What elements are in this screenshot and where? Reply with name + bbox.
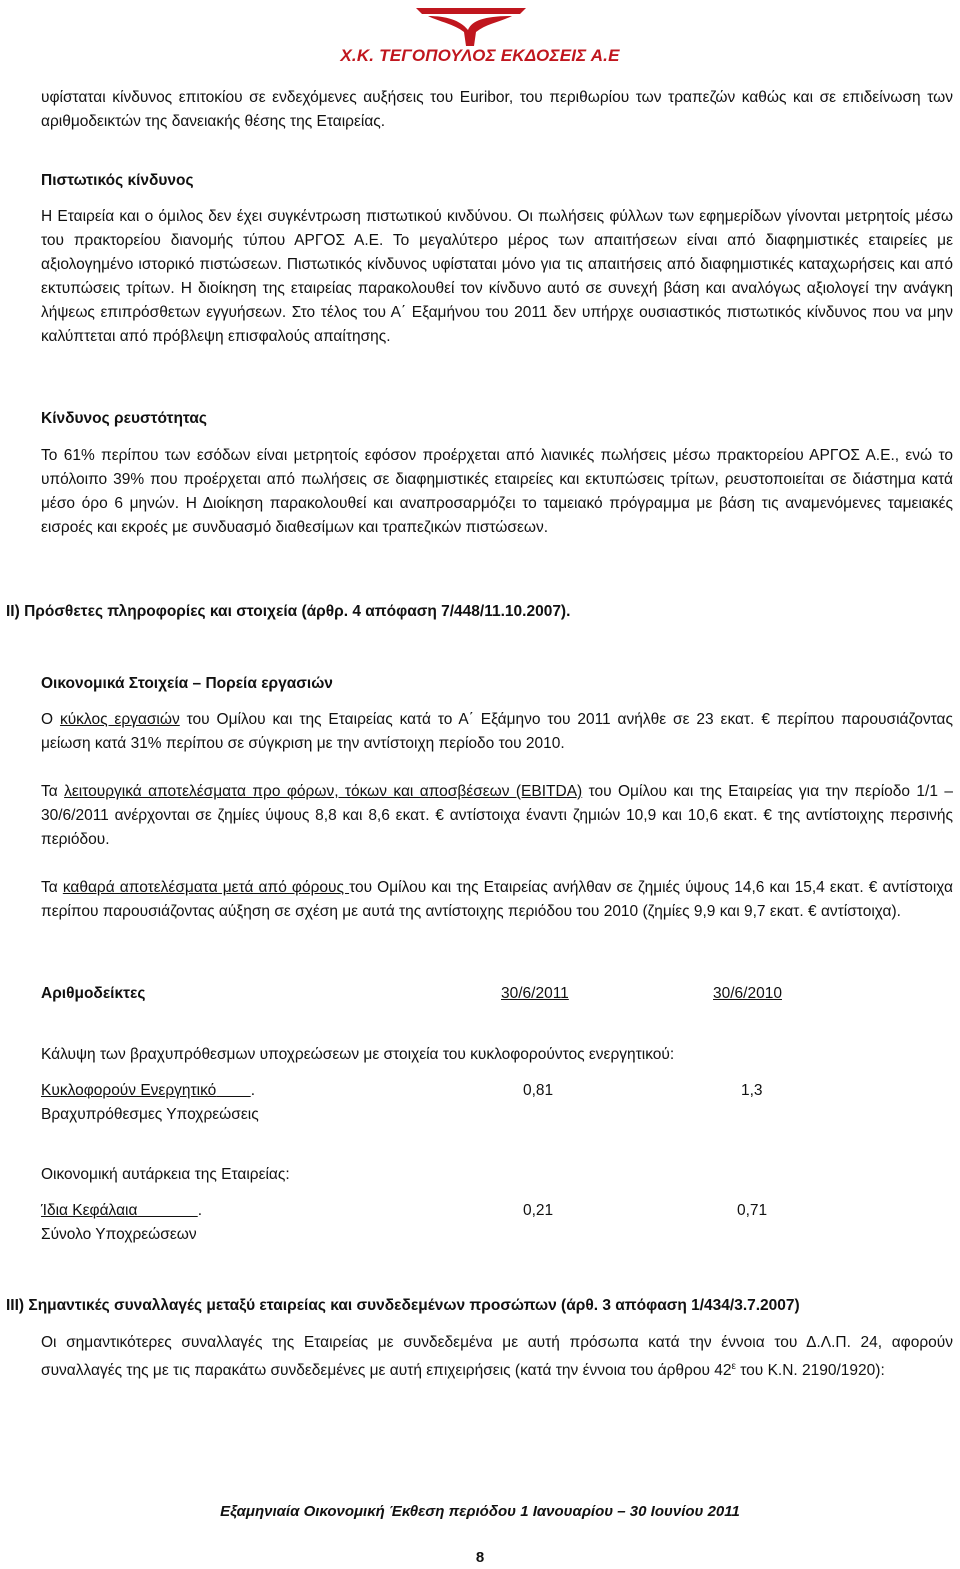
net-results-term: καθαρά αποτελέσματα μετά από φόρους — [62, 879, 350, 896]
liquidity-ratio-2011: 0,81 — [523, 1082, 554, 1099]
liquidity-numerator-label: Κυκλοφορούν Ενεργητικό — [41, 1082, 217, 1099]
ebitda-text: του Ομίλου και της Εταιρείας για την περίοδο 1/1 – 30/6/2011 ανέρχονται σε ζημίες ύψους 8,8 και 8,6 εκατ. € αντίστοιχα έναντι ζημιών 10,9 και 10,6 εκατ. € της αντίστοιχης περσινής περιόδου. — [41, 783, 953, 848]
credit-risk-text: Η Εταιρεία και ο όμιλος δεν έχει συγκέντρωση πιστωτικού κινδύνου. Οι πωλήσεις φύλλων των εφημερίδων γίνονται μετρητοίς μέσω του πρακτορείου διανομής τύπου ΑΡΓΟΣ Α.Ε. Το μεγαλύτερο μέρος των απαιτήσεων είναι από διαφημιστικές εταιρείες με αξιολογημένο ιστορικό πιστώσεων. Πιστωτικός κίνδυνος υφίσταται μόνο για τις απαιτήσεις από διαφημιστικές καταχωρήσεις και από εκτυπώσεις τρίτων. Η διοίκηση της εταιρείας παρακολουθεί τον κίνδυνο αυτό σε συνεχή βάση και αναλόγως αξιολογεί την ανάγκη λήψεως επιπρόσθετων εγγυήσεων. Στο τέλος του Α΄ Εξαμήνου του 2011 δεν υπήρχε ουσιαστικός πιστωτικός κίνδυνος που να μην καλύπτεται από πρόβλεψη επισφαλούς απαίτησης. — [41, 208, 953, 345]
ratios-heading: Αριθμοδείκτες — [41, 985, 146, 1002]
liquidity-risk-heading: Κίνδυνος ρευστότητας — [41, 410, 207, 427]
credit-risk-heading: Πιστωτικός κίνδυνος — [41, 172, 194, 189]
ebitda-intro: Τα — [41, 783, 65, 800]
autonomy-ratio-2011: 0,21 — [523, 1202, 554, 1219]
net-results-paragraph — [41, 876, 953, 924]
financials-heading: Οικονομικά Στοιχεία – Πορεία εργασιών — [41, 675, 333, 692]
related-parties-law: του Κ.Ν. 2190/1920): — [735, 1362, 885, 1380]
turnover-text: του Ομίλου και της Εταιρείας κατά το Α΄ Εξάμηνο του 2011 ανήλθε σε 23 εκατ. € περίπου παρουσιάζοντας μείωση κατά 31% περίπου σε σύγκριση με την αντίστοιχη περίοδο του 2010. — [41, 711, 953, 752]
net-results-text: του Ομίλου και της Εταιρείας ανήλθαν σε ζημιές ύψους 14,6 και 15,4 εκατ. € αντίστοιχα περίπου παρουσιάζοντας αύξηση σε σχέση με αυτά της αντίστοιχης περιόδου του 2010 (ζημίες 9,9 και 9,7 εκατ. € αντίστοιχα). — [41, 879, 953, 920]
liquidity-ratio-denominator: Βραχυπρόθεσμες Υποχρεώσεις — [41, 1106, 259, 1123]
ratios-col-2010: 30/6/2010 — [713, 985, 782, 1002]
section-2-heading: ΙΙ) Πρόσθετες πληροφορίες και στοιχεία (άρθρ. 4 απόφαση 7/448/11.10.2007). — [6, 603, 571, 620]
ratios-col-2011: 30/6/2011 — [501, 985, 569, 1002]
page-number: 8 — [475, 1549, 485, 1566]
ebitda-paragraph — [41, 780, 953, 852]
turnover-paragraph — [41, 708, 953, 756]
footer-title: Εξαμηνιαία Οικονομική Έκθεση περιόδου 1 Ιανουαρίου – 30 Ιουνίου 2011 — [220, 1503, 740, 1520]
related-parties-text: Οι σημαντικότερες συναλλαγές της Εταιρείας με συνδεδεμένα με αυτή πρόσωπα κατά την έννοια του Δ.Λ.Π. 24, αφορούν συναλλαγές της με τις παρακάτω συνδεδεμένες με αυτή επιχειρήσεις (κατά την έννοια του άρθρου 42 — [41, 1334, 953, 1380]
ebitda-term: λειτουργικά αποτελέσματα προ φόρων, τόκων και αποσβέσεων (EBITDA) — [64, 783, 583, 800]
autonomy-ratio-2010: 0,71 — [737, 1202, 768, 1219]
intro-paragraph — [41, 86, 953, 134]
turnover-intro: Ο — [41, 711, 60, 728]
net-results-intro: Τα — [41, 879, 63, 896]
red-winged-emblem-icon — [416, 2, 526, 48]
autonomy-ratio-denominator: Σύνολο Υποχρεώσεων — [41, 1226, 197, 1243]
section-3-heading: ΙΙΙ) Σημαντικές συναλλαγές μεταξύ εταιρείας και συνδεδεμένων προσώπων (άρθ. 3 απόφαση 1/434/3.7.2007) — [6, 1297, 800, 1314]
related-parties-paragraph — [41, 1331, 953, 1383]
autonomy-ratio-caption: Οικονομική αυτάρκεια της Εταιρείας: — [41, 1166, 290, 1183]
credit-risk-paragraph — [41, 205, 953, 349]
related-parties-sup: ε — [731, 1361, 736, 1372]
autonomy-ratio-numerator: Ίδια Κεφάλαια . — [41, 1202, 203, 1219]
publisher-name: Χ.Κ. ΤΕΓΟΠΟΥΛΟΣ ΕΚΔΟΣΕΙΣ Α.Ε — [340, 46, 620, 65]
autonomy-numerator-label: Ίδια Κεφάλαια — [41, 1202, 138, 1219]
liquidity-ratio-numerator: Κυκλοφορούν Ενεργητικό . — [41, 1082, 256, 1099]
liquidity-risk-text: Το 61% περίπου των εσόδων είναι μετρητοίς εφόσον προέρχεται από λιανικές πωλήσεις μέσω πρακτορείου ΑΡΓΟΣ Α.Ε., ενώ το υπόλοιπο 39% που προέρχεται από πωλήσεις σε διαφημιστικές εταιρείες και εκτυπώσεις τρίτων, ρευστοποιείται σε διάστημα κατά μέσο όρο 6 μηνών. Η Διοίκηση παρακολουθεί και αναπροσαρμόζει το ταμειακό πρόγραμμα με βάση τις αναμενόμενες ταμειακές εισροές και εκροές με συνδυασμό διαθεσίμων και τραπεζικών πιστώσεων. — [41, 447, 953, 536]
intro-text: υφίσταται κίνδυνος επιτοκίου σε ενδεχόμενες αυξήσεις του Euribor, του περιθωρίου των τραπεζών καθώς και σε επιδείνωση των αριθμοδεικτών της δανειακής θέσης της Εταιρείας. — [41, 89, 953, 130]
liquidity-ratio-caption: Κάλυψη των βραχυπρόθεσμων υποχρεώσεων με στοιχεία του κυκλοφορούντος ενεργητικού: — [41, 1046, 675, 1063]
liquidity-risk-paragraph — [41, 444, 953, 540]
turnover-term: κύκλος εργασιών — [59, 711, 180, 728]
liquidity-ratio-2010: 1,3 — [741, 1082, 763, 1099]
